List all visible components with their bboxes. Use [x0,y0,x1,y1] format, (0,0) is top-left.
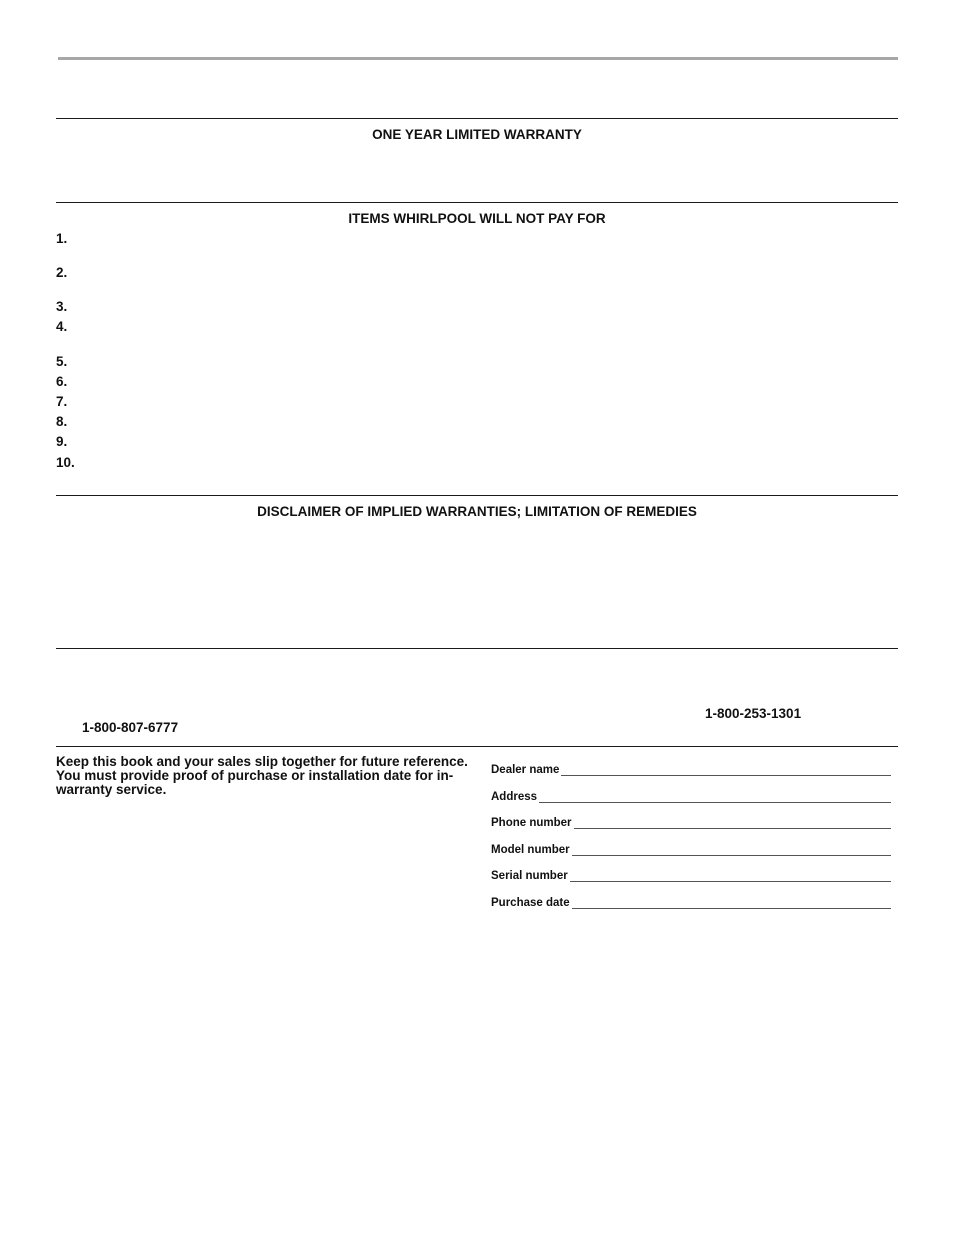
list-item-number: 1. [56,231,68,246]
section-divider-contact [56,648,898,649]
list-item-number: 8. [56,414,68,429]
list-item-number: 4. [56,319,68,334]
list-item-number: 10. [56,455,75,470]
address-field[interactable] [491,786,891,804]
section-divider-records [56,746,898,747]
address-line[interactable] [539,790,891,803]
warranty-heading: ONE YEAR LIMITED WARRANTY [372,127,582,142]
top-divider [58,57,898,60]
dealer-name-line[interactable] [561,763,891,776]
disclaimer-heading: DISCLAIMER OF IMPLIED WARRANTIES; LIMITATION OF REMEDIES [257,504,697,519]
model-number-line[interactable] [572,843,891,856]
model-number-field[interactable] [491,839,891,857]
records-note: Keep this book and your sales slip together for future reference. You must provide proof of purchase or installation date for in-warranty service. [56,754,468,797]
list-item-number: 9. [56,434,68,449]
phone-number-us: 1-800-253-1301 [705,706,802,721]
serial-number-line[interactable] [570,869,891,882]
purchase-date-line[interactable] [572,896,891,909]
phone-number-canada: 1-800-807-6777 [82,720,179,735]
dealer-name-field[interactable] [491,759,891,777]
purchase-date-field[interactable] [491,892,891,910]
list-item-number: 3. [56,299,68,314]
phone-number-line[interactable] [574,816,891,829]
section-divider-not-pay [56,202,898,203]
section-divider-disclaimer [56,495,898,496]
list-item-number: 2. [56,265,68,280]
model-number-label: Model number [491,844,570,856]
section-divider-warranty [56,118,898,119]
serial-number-field[interactable] [491,865,891,883]
list-item-number: 5. [56,354,68,369]
list-item-number: 6. [56,374,68,389]
list-item-number: 7. [56,394,68,409]
dealer-name-label: Dealer name [491,764,560,776]
not-pay-heading: ITEMS WHIRLPOOL WILL NOT PAY FOR [348,211,606,226]
serial-number-label: Serial number [491,870,568,882]
purchase-date-label: Purchase date [491,897,570,909]
address-label: Address [491,791,538,803]
phone-number-label: Phone number [491,817,572,829]
phone-number-field[interactable] [491,812,891,830]
